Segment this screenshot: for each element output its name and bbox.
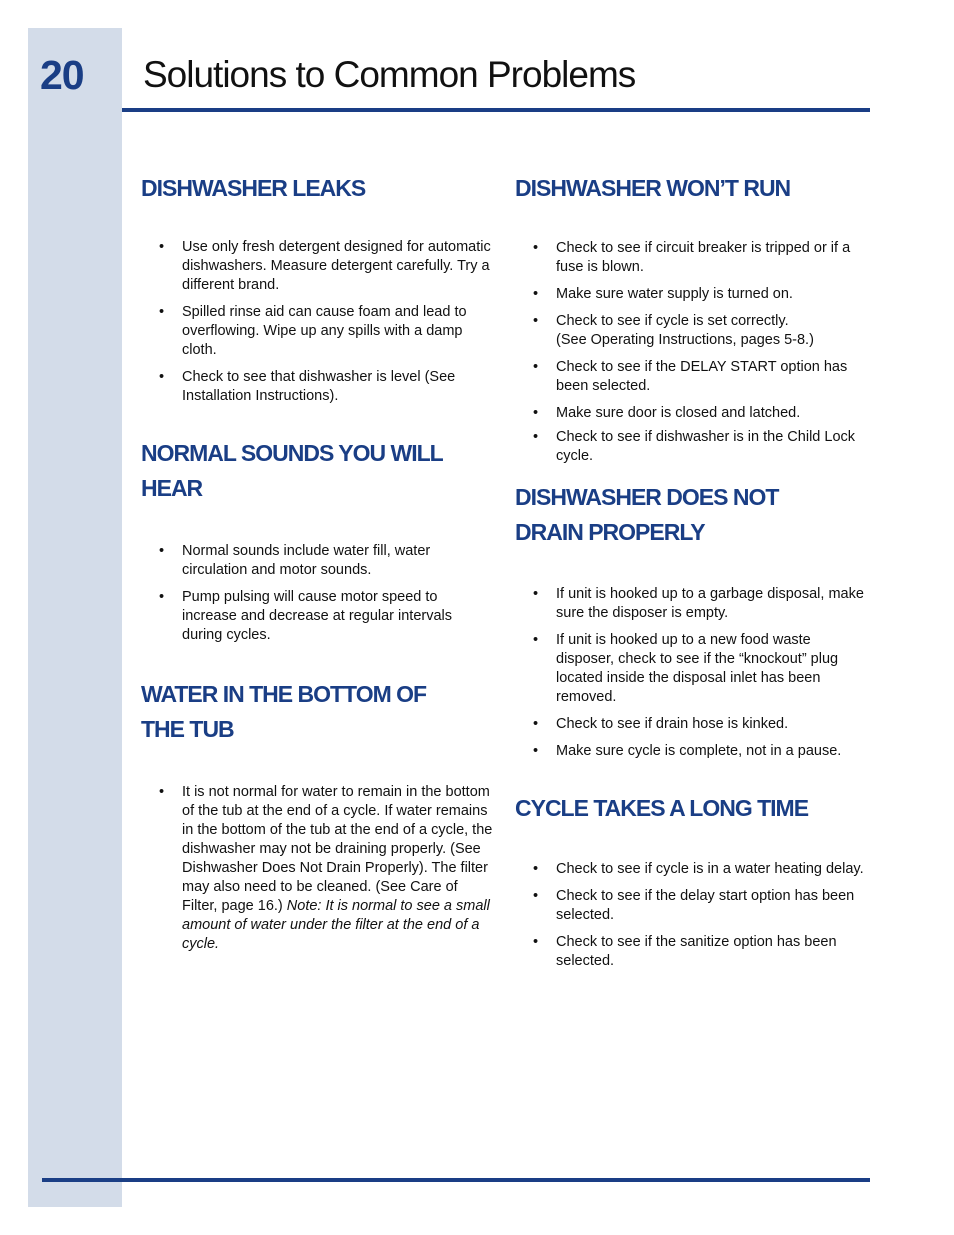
left-column: [141, 171, 496, 962]
water-list: [141, 783, 496, 954]
side-band: [28, 28, 122, 1207]
drain-list: [515, 585, 870, 761]
list-item: • Check to see if cycle is in a water heating delay.: [515, 860, 870, 879]
list-item: • If unit is hooked up to a garbage disposal, make sure the disposer is empty.: [515, 585, 870, 623]
sounds-list: [141, 542, 496, 645]
sounds-heading: [141, 436, 496, 506]
list-item: • Check to see if the delay start option has been selected.: [515, 887, 870, 925]
wont-run-heading: DISHWASHER WON’T RUN: [515, 175, 791, 201]
list-item: [141, 783, 496, 954]
water-note: Note: It is normal to see a small amount of water under the filter at the end of a cycle.: [182, 898, 490, 952]
list-item: • Use only fresh detergent designed for automatic dishwashers. Measure detergent carefully. Try a different brand.: [141, 238, 496, 295]
list-item: • Make sure cycle is complete, not in a pause.: [515, 742, 870, 761]
water-heading-line2: THE TUB: [141, 716, 234, 742]
list-item: • Check to see if drain hose is kinked.: [515, 715, 870, 734]
leaks-list: [141, 238, 496, 406]
drain-heading-line1: DISHWASHER DOES NOT: [515, 484, 779, 510]
list-item: • Spilled rinse aid can cause foam and lead to overflowing. Wipe up any spills with a damp cloth.: [141, 303, 496, 360]
water-heading-line1: WATER IN THE BOTTOM OF: [141, 681, 427, 707]
list-item: • Check to see if dishwasher is in the Child Lock cycle.: [515, 428, 870, 466]
drain-heading-line2: DRAIN PROPERLY: [515, 519, 705, 545]
water-item-text: It is not normal for water to remain in the bottom of the tub at the end of a cycle. If water remains in the bottom of the tub at the end of a cycle, the dishwasher may not be draining properly. (See Dishwasher Does Not Drain Properly). The filter may also need to be cleaned. (See Care of Filter, page 16.): [182, 784, 493, 914]
water-heading: [141, 677, 496, 747]
long-time-heading: CYCLE TAKES A LONG TIME: [515, 795, 809, 821]
list-item: • Make sure water supply is turned on.: [515, 285, 870, 304]
cycle-check-text: Check to see if cycle is set correctly.: [556, 313, 789, 329]
page-title: Solutions to Common Problems: [143, 54, 636, 95]
leaks-heading: DISHWASHER LEAKS: [141, 175, 366, 201]
long-time-list: [515, 860, 870, 971]
list-item: • Normal sounds include water fill, water circulation and motor sounds.: [141, 542, 496, 580]
list-item: • Check to see if circuit breaker is tripped or if a fuse is blown.: [515, 239, 870, 277]
footer-rule: [42, 1178, 870, 1182]
cycle-check-reference: (See Operating Instructions, pages 5-8.): [556, 332, 814, 348]
sounds-heading-line2: HEAR: [141, 475, 203, 501]
list-item: • If unit is hooked up to a new food waste disposer, check to see if the “knockout” plug located inside the disposal inlet has been removed.: [515, 631, 870, 707]
list-item: • Pump pulsing will cause motor speed to increase and decrease at regular intervals during cycles.: [141, 588, 496, 645]
list-item: [515, 312, 870, 350]
header-rule: [122, 108, 870, 112]
right-column: [515, 171, 870, 979]
drain-heading: [515, 480, 870, 550]
sounds-heading-line1: NORMAL SOUNDS YOU WILL: [141, 440, 443, 466]
list-item: • Check to see if the DELAY START option has been selected.: [515, 358, 870, 396]
list-item: • Check to see if the sanitize option has been selected.: [515, 933, 870, 971]
page-number: 20: [40, 52, 84, 98]
list-item: • Check to see that dishwasher is level (See Installation Instructions).: [141, 368, 496, 406]
wont-run-list: [515, 239, 870, 466]
list-item: • Make sure door is closed and latched.: [515, 404, 870, 423]
